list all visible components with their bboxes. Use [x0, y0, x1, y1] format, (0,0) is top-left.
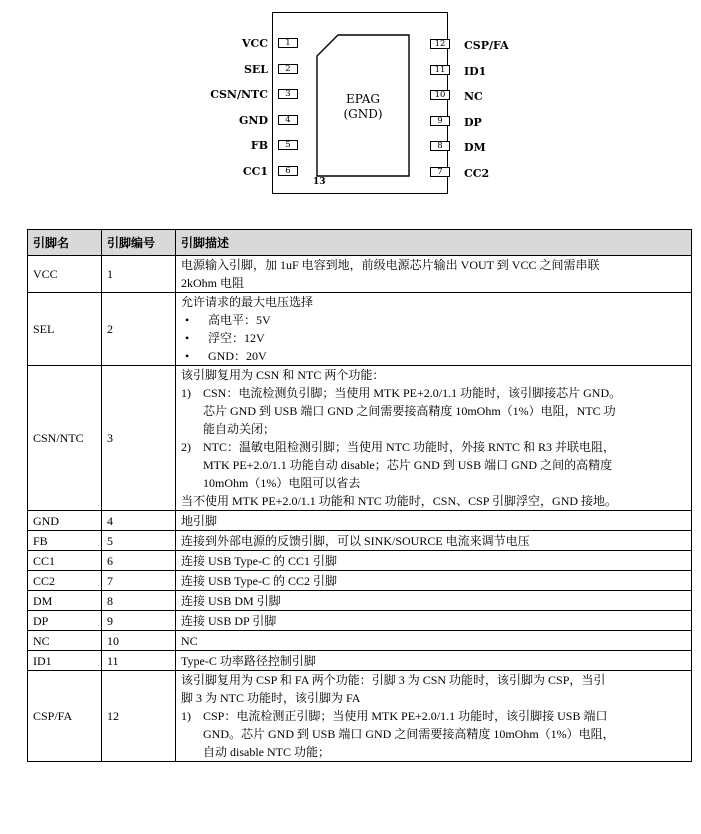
description-line: 该引脚复用为 CSN 和 NTC 两个功能： [181, 368, 385, 382]
pin-description-cell: NC [176, 631, 692, 651]
description-line: MTK PE+2.0/1.1 功能自动 disable；芯片 GND 到 USB 端口 GND 之间的高精度 [203, 458, 613, 472]
item-number: 1) [181, 386, 191, 400]
description-line: 2kOhm 电阻 [181, 276, 245, 290]
pin-description-table [27, 229, 692, 762]
pin-label-right: CSP/FA [464, 39, 509, 52]
pin-box: 3 [278, 89, 298, 99]
table-row [28, 366, 692, 511]
pin-name-cell: GND [28, 511, 102, 531]
pin-number-cell: 9 [102, 611, 176, 631]
pin-box: 1 [278, 38, 298, 48]
description-line: 芯片 GND 到 USB 端口 GND 之间需要接高精度 10mOhm（1%）电阻，NTC 功 [203, 404, 616, 418]
table-row [28, 671, 692, 762]
pin-label-right: ID1 [464, 65, 487, 78]
pin-label-left: CC1 [242, 165, 268, 178]
pin-label-right: NC [464, 90, 483, 103]
description-line: 脚 3 为 NTC 功能时，该引脚为 FA [181, 691, 361, 705]
description-line: 当不使用 MTK PE+2.0/1.1 功能和 NTC 功能时，CSN、CSP 引脚浮空，GND 接地。 [181, 494, 618, 508]
exposed-pad-label [316, 92, 410, 122]
description-line: 自动 disable NTC 功能； [203, 745, 330, 759]
pin-name-cell: ID1 [28, 651, 102, 671]
pin-number-cell: 5 [102, 531, 176, 551]
pin-description-cell [176, 293, 692, 366]
pin-box: 10 [430, 90, 450, 100]
pin-name-cell: CSP/FA [28, 671, 102, 762]
description-line: CSN：电流检测负引脚；当使用 MTK PE+2.0/1.1 功能时，该引脚接芯片 GND。 [203, 386, 622, 400]
description-line: CSP：电流检测正引脚；当使用 MTK PE+2.0/1.1 功能时，该引脚接 USB 端口 [203, 709, 608, 723]
pin-number-cell: 11 [102, 651, 176, 671]
pin-number-cell: 8 [102, 591, 176, 611]
pin-number-cell: 3 [102, 366, 176, 511]
pin-number-cell: 2 [102, 293, 176, 366]
pin-box: 8 [430, 141, 450, 151]
pin-description-cell: 连接 USB Type-C 的 CC2 引脚 [176, 571, 692, 591]
pin-number-cell: 6 [102, 551, 176, 571]
header-pin-description: 引脚描述 [176, 230, 692, 256]
header-pin-number: 引脚编号 [102, 230, 176, 256]
pad-sublabel: (GND) [343, 107, 383, 121]
item-number: 1) [181, 709, 191, 723]
pad-number: 13 [313, 177, 326, 187]
pin-label-left: FB [250, 139, 268, 152]
pin-name-cell: SEL [28, 293, 102, 366]
pin-number-cell: 1 [102, 256, 176, 293]
description-line: 该引脚复用为 CSP 和 FA 两个功能：引脚 3 为 CSN 功能时，该引脚为 CSP，当引 [181, 673, 606, 687]
pin-name-cell: DM [28, 591, 102, 611]
pin-label-left: GND [239, 114, 268, 127]
table-row [28, 651, 692, 671]
table-row [28, 256, 692, 293]
pin-number-cell: 4 [102, 511, 176, 531]
pin-description-cell [176, 366, 692, 511]
pin-name-cell: CC2 [28, 571, 102, 591]
table-header-row [28, 230, 692, 256]
numbered-item [181, 707, 686, 761]
pin-label-left: VCC [241, 37, 268, 50]
table-row [28, 511, 692, 531]
pin-name-cell: DP [28, 611, 102, 631]
pin-label-left: SEL [243, 63, 268, 76]
pin-box: 6 [278, 166, 298, 176]
pin-box: 9 [430, 116, 450, 126]
table-row [28, 551, 692, 571]
header-pin-name: 引脚名 [28, 230, 102, 256]
bullet-item: • 浮空：12V [181, 329, 686, 347]
description-line: 能自动关闭； [203, 422, 276, 436]
table-row [28, 631, 692, 651]
pin-box: 5 [278, 140, 298, 150]
item-number: 2) [181, 440, 191, 454]
pin-description-cell: 连接 USB DM 引脚 [176, 591, 692, 611]
description-line: GND。芯片 GND 到 USB 端口 GND 之间需要接高精度 10mOhm（1%）电阻， [203, 727, 615, 741]
description-line: 电源输入引脚，加 1uF 电容到地，前级电源芯片输出 VOUT 到 VCC 之间需串联 [181, 258, 600, 272]
pin-description-cell: 连接到外部电源的反馈引脚，可以 SINK/SOURCE 电流来调节电压 [176, 531, 692, 551]
table-row [28, 591, 692, 611]
pad-label: EPAG [346, 92, 380, 106]
pin-description-cell [176, 256, 692, 293]
table-row [28, 293, 692, 366]
bullet-item: • 高电平：5V [181, 311, 686, 329]
pin-box: 4 [278, 115, 298, 125]
pin-description-cell [176, 671, 692, 762]
pin-description-cell: Type-C 功率路径控制引脚 [176, 651, 692, 671]
pin-name-cell: NC [28, 631, 102, 651]
numbered-item [181, 384, 686, 438]
pin-label-right: CC2 [464, 167, 490, 180]
table-row [28, 571, 692, 591]
pin-number-cell: 10 [102, 631, 176, 651]
pin-label-right: DP [464, 116, 482, 129]
pin-number-cell: 7 [102, 571, 176, 591]
pin-description-cell: 连接 USB DP 引脚 [176, 611, 692, 631]
description-line: 允许请求的最大电压选择 [181, 295, 314, 309]
pin-box: 7 [430, 167, 450, 177]
description-line: 10mOhm（1%）电阻可以省去 [203, 476, 361, 490]
bullet-item: • GND：20V [181, 347, 686, 365]
pin-number-cell: 12 [102, 671, 176, 762]
pin-name-cell: CC1 [28, 551, 102, 571]
table-row [28, 611, 692, 631]
pin-box: 12 [430, 39, 450, 49]
pin-name-cell: FB [28, 531, 102, 551]
pin-name-cell: VCC [28, 256, 102, 293]
numbered-item [181, 438, 686, 492]
pin-label-left: CSN/NTC [210, 88, 268, 101]
pin-name-cell: CSN/NTC [28, 366, 102, 511]
pin-label-right: DM [464, 141, 486, 154]
exposed-pad [313, 34, 410, 187]
table-row [28, 531, 692, 551]
pin-description-cell: 连接 USB Type-C 的 CC1 引脚 [176, 551, 692, 571]
pin-box: 2 [278, 64, 298, 74]
description-line: NTC：温敏电阻检测引脚；当使用 NTC 功能时，外接 RNTC 和 R3 并联电阻， [203, 440, 616, 454]
pin-box: 11 [430, 65, 450, 75]
pin-description-cell: 地引脚 [176, 511, 692, 531]
